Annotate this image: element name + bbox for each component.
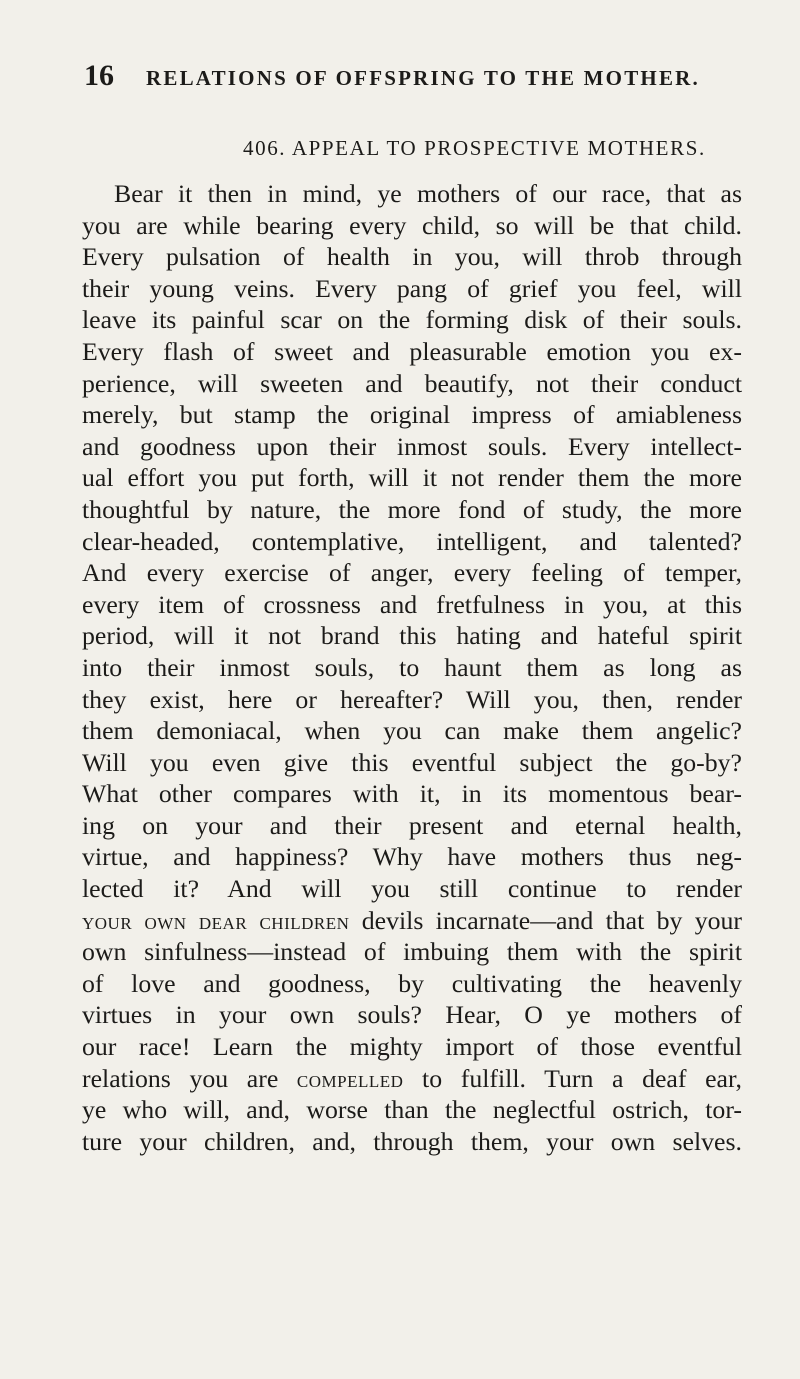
text-line: their young veins. Every pang of grief you feel, will — [82, 273, 742, 303]
text-line: virtue, and happiness? Why have mothers thus neg- — [82, 842, 742, 872]
text-line: you are while bearing every child, so will be that child. — [82, 210, 742, 240]
text-line: period, will it not brand this hating and hateful spirit — [82, 621, 742, 651]
text-line: and goodness upon their inmost souls. Every intellect- — [82, 431, 742, 461]
text-line: Will you even give this eventful subject the go-by? — [82, 747, 742, 777]
text-segment: relations you are — [82, 1063, 297, 1093]
small-caps-phrase: your own dear children — [82, 908, 350, 935]
text-line: Every pulsation of health in you, will throb through — [82, 242, 742, 272]
text-line: Every flash of sweet and pleasurable emotion you ex- — [82, 336, 742, 366]
text-line: ual effort you put forth, will it not render them the more — [82, 463, 742, 493]
text-line: own sinfulness—instead of imbuing them with the spirit — [82, 937, 742, 967]
text-line: What other compares with it, in its momentous bear- — [82, 779, 742, 809]
text-line: And every exercise of anger, every feeling of temper, — [82, 558, 742, 588]
text-line: of love and goodness, by cultivating the heavenly — [82, 968, 742, 998]
running-head — [84, 60, 724, 92]
text-line: Bear it then in mind, ye mothers of our race, that as — [114, 179, 742, 208]
text-line: ing on your and their present and eternal health, — [82, 810, 742, 840]
text-line-small-caps — [82, 1063, 742, 1095]
text-line: them demoniacal, when you can make them angelic? — [82, 716, 742, 746]
body-paragraph — [82, 178, 742, 1157]
small-caps-phrase: compelled — [296, 1066, 404, 1093]
text-line: every item of crossness and fretfulness in you, at this — [82, 589, 742, 619]
text-line: virtues in your own souls? Hear, O ye mothers of — [82, 1000, 742, 1030]
text-segment: to fulfill. Turn a deaf ear, — [403, 1063, 742, 1093]
text-line: thoughtful by nature, the more fond of study, the more — [82, 494, 742, 524]
text-line: into their inmost souls, to haunt them as long as — [82, 652, 742, 682]
running-title: RELATIONS OF OFFSPRING TO THE MOTHER. — [146, 66, 700, 90]
text-line: ye who will, and, worse than the neglectful ostrich, tor- — [82, 1095, 742, 1125]
text-line: our race! Learn the mighty import of those eventful — [82, 1032, 742, 1062]
text-segment: devils incarnate—and that by your — [349, 905, 742, 935]
text-line: they exist, here or hereafter? Will you, then, render — [82, 684, 742, 714]
page-number: 16 — [84, 59, 114, 92]
text-line: lected it? And will you still continue to render — [82, 874, 742, 904]
text-line: clear-headed, contemplative, intelligent, and talented? — [82, 526, 742, 556]
text-line-last: ture your children, and, through them, your own selves. — [82, 1126, 742, 1156]
text-line-small-caps — [82, 905, 742, 937]
text-line: perience, will sweeten and beautify, not their conduct — [82, 368, 742, 398]
text-line: merely, but stamp the original impress of amiableness — [82, 400, 742, 430]
section-heading: 406. APPEAL TO PROSPECTIVE MOTHERS. — [243, 136, 706, 160]
text-line: leave its painful scar on the forming disk of their souls. — [82, 305, 742, 335]
